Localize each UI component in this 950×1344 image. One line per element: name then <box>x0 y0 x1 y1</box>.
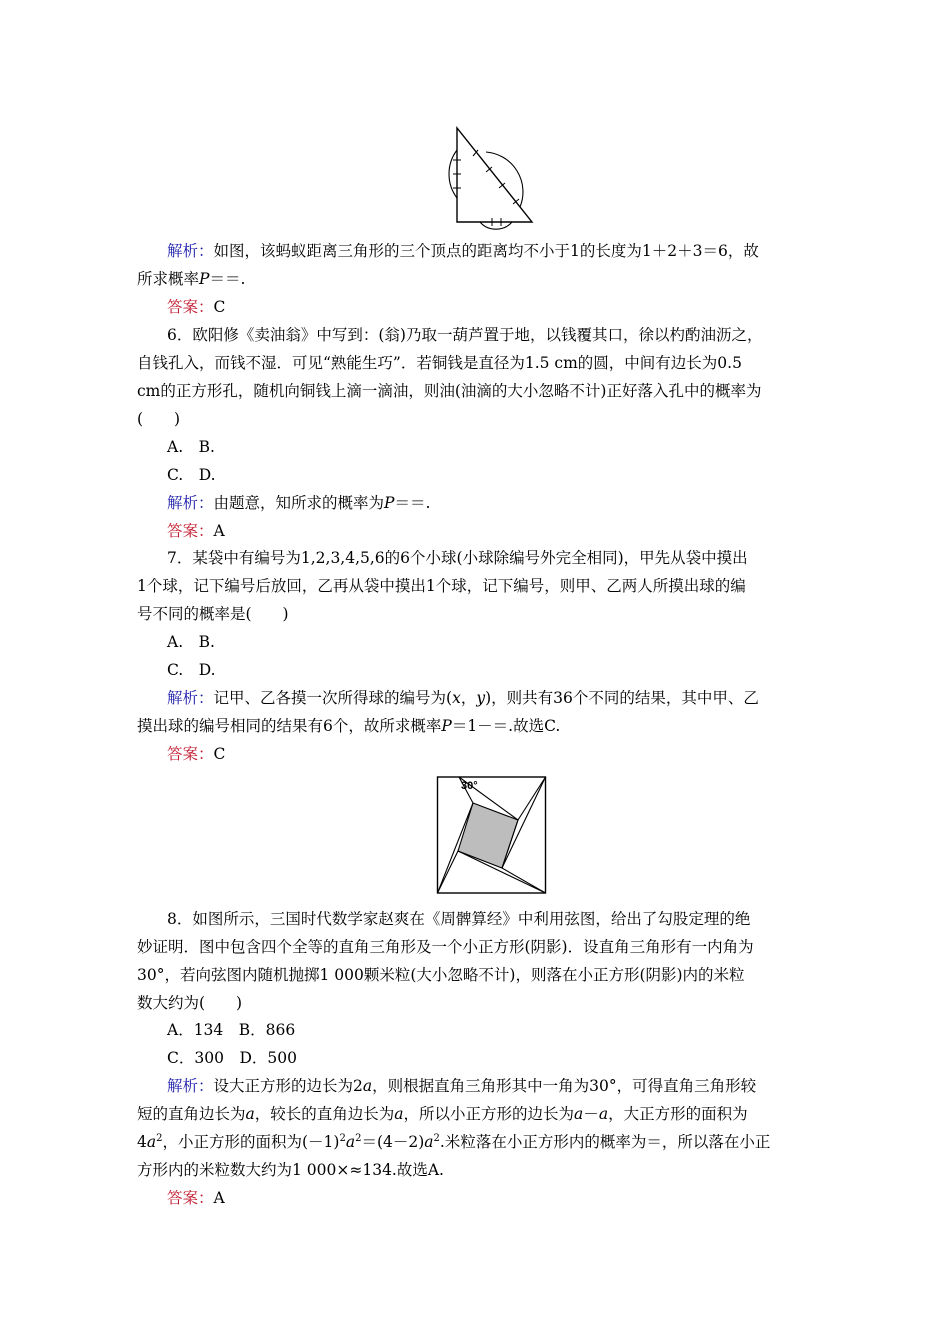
q7-line2: 1个球，记下编号后放回，乙再从袋中摸出1个球，记下编号，则甲、乙两人所摸出球的编 <box>137 577 746 595</box>
text: ，则根据直角三角形其中一角为30°，可得直角三角形较 <box>372 1077 757 1095</box>
text: ，较长的直角边长为 <box>254 1105 395 1123</box>
q8-line4: 数大约为( ) <box>137 994 243 1012</box>
answer-value: A <box>213 522 225 540</box>
q8-options1: A．134 B．866 <box>167 1021 296 1039</box>
text: 4 <box>137 1133 147 1151</box>
q8-analysis-line4: 方形内的米粒数大约为1 000×≈134.故选A. <box>137 1161 444 1179</box>
var-a: a <box>245 1105 255 1123</box>
var-a: a <box>394 1105 404 1123</box>
text: ，大正方形的面积为 <box>608 1105 748 1123</box>
q6-line4: ( ) <box>137 410 181 428</box>
answer-label: 答案： <box>167 1189 214 1207</box>
q8-answer <box>167 1187 225 1209</box>
q6-analysis <box>167 492 430 514</box>
triangle-figure <box>440 120 550 230</box>
var-a: a <box>362 1077 373 1095</box>
q7-analysis-line1 <box>167 687 759 709</box>
text: ＝＝. <box>209 270 246 288</box>
answer-value: C <box>213 298 226 316</box>
answer-label: 答案： <box>167 298 214 316</box>
superscript: 2 <box>355 1132 362 1144</box>
q6-line3: cm的正方形孔，随机向铜钱上滴一滴油，则油(油滴的大小忽略不计)正好落入孔中的概率为 <box>137 382 762 400</box>
q5-analysis-line1 <box>167 240 759 262</box>
q6-options2: C. D. <box>167 466 216 484</box>
text: ，小正方形的面积为(－1) <box>162 1133 340 1151</box>
text: ，所以小正方形的边长为 <box>403 1105 575 1123</box>
text: .米粒落在小正方形内的概率为＝，所以落在小正 <box>439 1133 771 1151</box>
answer-value: C <box>213 745 226 763</box>
analysis-label: 解析： <box>167 494 214 512</box>
angle-label: 30° <box>461 780 478 792</box>
text: 设大正方形的边长为2 <box>213 1077 363 1095</box>
q8-line3: 30°，若向弦图内随机抛掷1 000颗米粒(大小忽略不计)，则落在小正方形(阴影)内的米粒 <box>137 966 745 984</box>
q6-options1: A. B. <box>167 438 215 456</box>
q7-options2: C. D. <box>167 661 216 679</box>
var-p: P <box>384 494 395 512</box>
text: ＝＝. <box>394 494 431 512</box>
q5-answer <box>167 296 225 318</box>
text: ＝(4－2) <box>361 1133 425 1151</box>
text: 由题意，知所求的概率为 <box>213 494 385 512</box>
q7-line3: 号不同的概率是( ) <box>137 605 289 623</box>
q8-analysis-line3 <box>137 1131 770 1153</box>
q8-analysis-line1 <box>167 1075 756 1097</box>
var-p: P <box>441 717 452 735</box>
var-a: a <box>598 1105 609 1123</box>
q7-options1: A. B. <box>167 633 215 651</box>
q8-analysis-line2 <box>137 1103 748 1125</box>
var-a: a <box>424 1133 434 1151</box>
text: ， <box>460 689 477 707</box>
q6-line2: 自钱孔入，而钱不湿．可见“熟能生巧”．若铜钱是直径为1.5 cm的圆，中间有边长为0.5 <box>137 354 742 372</box>
q8-line1: 8．如图所示，三国时代数学家赵爽在《周髀算经》中利用弦图，给出了勾股定理的绝 <box>167 910 751 928</box>
superscript: 2 <box>339 1132 346 1144</box>
analysis-text: 如图，该蚂蚁距离三角形的三个顶点的距离均不小于1的长度为1＋2＋3＝6，故 <box>213 242 759 260</box>
q8-line2: 妙证明．图中包含四个全等的直角三角形及一个小正方形(阴影)．设直角三角形有一内角为 <box>137 938 754 956</box>
q8-options2: C．300 D．500 <box>167 1049 297 1067</box>
var-y: y <box>476 689 486 707</box>
var-p: P <box>199 270 210 288</box>
q6-answer <box>167 520 225 542</box>
q6-line1: 6．欧阳修《卖油翁》中写到：(翁)乃取一葫芦置于地，以钱覆其口，徐以杓酌油沥之， <box>167 326 763 344</box>
q7-analysis-line2 <box>137 715 560 737</box>
text: 短的直角边长为 <box>137 1105 246 1123</box>
superscript: 2 <box>433 1132 440 1144</box>
analysis-label: 解析： <box>167 689 214 707</box>
var-a: a <box>146 1133 157 1151</box>
var-a: a <box>574 1105 584 1123</box>
var-a: a <box>345 1133 356 1151</box>
hypotenuse-diagram <box>436 774 548 898</box>
text: 摸出球的编号相同的结果有6个，故所求概率 <box>137 717 442 735</box>
answer-value: A <box>213 1189 225 1207</box>
var-x: x <box>452 689 461 707</box>
text: － <box>583 1105 599 1123</box>
q7-line1: 7．某袋中有编号为1,2,3,4,5,6的6个小球(小球除编号外完全相同)，甲先从袋中摸出 <box>167 549 748 567</box>
analysis-label: 解析： <box>167 242 214 260</box>
analysis-label: 解析： <box>167 1077 214 1095</box>
text: )，则共有36个不同的结果，其中甲、乙 <box>485 689 759 707</box>
text: 记甲、乙各摸一次所得球的编号为( <box>213 689 453 707</box>
text: 所求概率 <box>137 270 200 288</box>
q5-analysis-line2 <box>137 268 245 290</box>
text: ＝1－＝.故选C. <box>451 717 561 735</box>
answer-label: 答案： <box>167 745 214 763</box>
q7-answer <box>167 743 225 765</box>
superscript: 2 <box>156 1132 163 1144</box>
answer-label: 答案： <box>167 522 214 540</box>
